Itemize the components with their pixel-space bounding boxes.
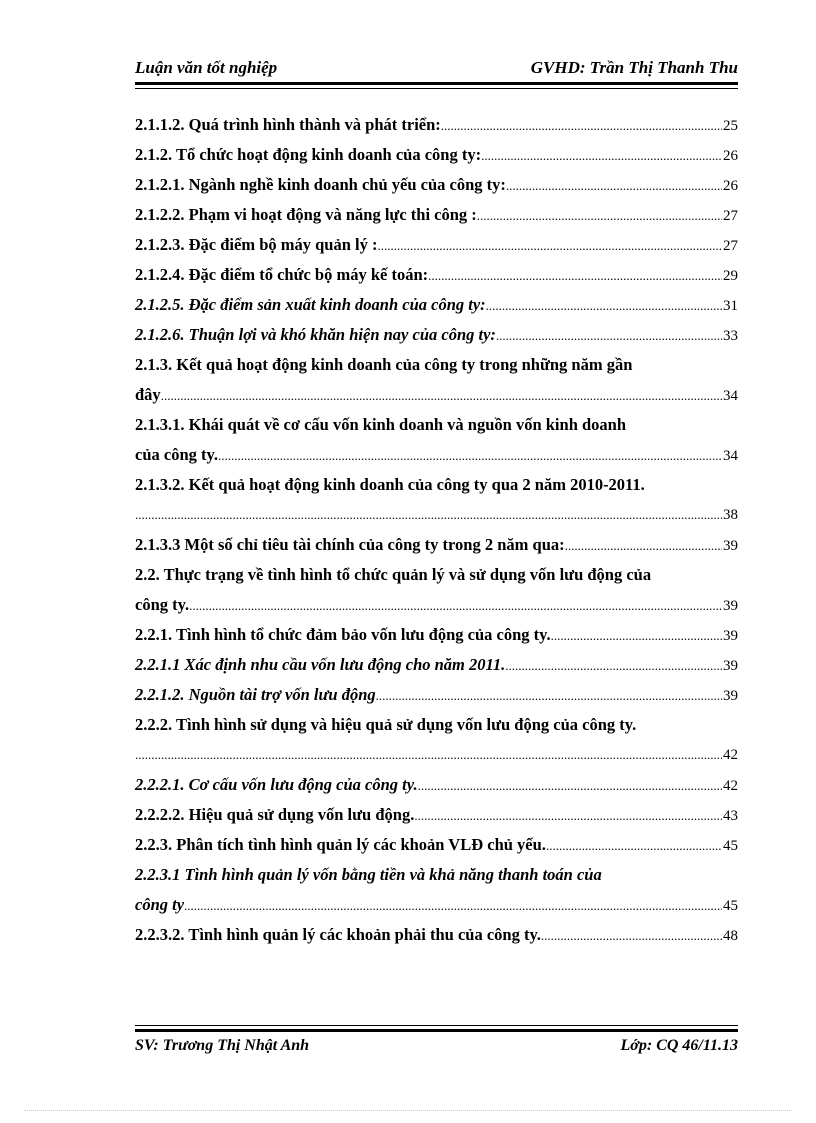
toc-entry[interactable]: 2.2.2.2. Hiệu quả sử dụng vốn lưu động. ..... 43 (135, 800, 738, 830)
header-title: Luận văn tốt nghiệp (135, 58, 278, 77)
toc-entry-line2[interactable]: đây ..... 34 (135, 380, 738, 410)
toc-entry[interactable]: 2.2.2.1. Cơ cấu vốn lưu động của công ty. ..... 42 (135, 770, 738, 800)
footer-class: Lớp: CQ 46/11.13 (620, 1037, 738, 1054)
toc-entry[interactable]: 2.1.2.5. Đặc điểm sản xuất kinh doanh của công ty: ..... 31 (135, 290, 738, 320)
toc-entry-line2[interactable]: ..... 38 (135, 500, 738, 530)
page-header (135, 58, 738, 80)
toc-entry-line1[interactable]: 2.2. Thực trạng về tình hình tổ chức quản lý và sử dụng vốn lưu động của (135, 565, 652, 584)
header-rule-thin (135, 88, 738, 89)
toc-entry-line1[interactable]: 2.1.3.2. Kết quả hoạt động kinh doanh của công ty qua 2 năm 2010-2011. (135, 475, 645, 494)
toc-entry-line2[interactable]: công ty ..... 45 (135, 890, 738, 920)
toc-entry[interactable]: 2.2.1.2. Nguồn tài trợ vốn lưu động ..... 39 (135, 680, 738, 710)
footer-rule-thick (135, 1029, 738, 1032)
footer-rule-thin (135, 1025, 738, 1026)
toc-entry-line1[interactable]: 2.2.3.1 Tình hình quản lý vốn bằng tiền và khả năng thanh toán của (135, 865, 602, 884)
toc-entry-line1[interactable]: 2.1.3.1. Khái quát về cơ cấu vốn kinh doanh và nguồn vốn kinh doanh (135, 415, 627, 434)
header-rule-thick (135, 82, 738, 85)
footer-student: SV: Trương Thị Nhật Anh (135, 1037, 310, 1054)
header-supervisor: GVHD: Trần Thị Thanh Thu (530, 58, 738, 77)
toc-entry-line1[interactable]: 2.1.3. Kết quả hoạt động kinh doanh của công ty trong những năm gần (135, 355, 633, 374)
toc-entry[interactable]: 2.1.2. Tổ chức hoạt động kinh doanh của công ty: ..... 26 (135, 140, 738, 170)
toc-entry-line2[interactable]: công ty. ..... 39 (135, 590, 738, 620)
table-of-contents (135, 110, 738, 950)
toc-entry[interactable]: 2.2.1. Tình hình tổ chức đảm bảo vốn lưu động của công ty. ..... 39 (135, 620, 738, 650)
toc-entry[interactable]: 2.1.3.3 Một số chỉ tiêu tài chính của công ty trong 2 năm qua: ..... 39 (135, 530, 738, 560)
toc-entry[interactable]: 2.2.1.1 Xác định nhu cầu vốn lưu động cho năm 2011. ..... 39 (135, 650, 738, 680)
toc-entry[interactable]: 2.2.3.2. Tình hình quản lý các khoản phải thu của công ty. ..... 48 (135, 920, 738, 950)
toc-entry[interactable]: 2.1.2.2. Phạm vi hoạt động và năng lực thi công : ..... 27 (135, 200, 738, 230)
page-break-divider (24, 1110, 792, 1111)
toc-entry[interactable]: 2.1.2.6. Thuận lợi và khó khăn hiện nay của công ty: ..... 33 (135, 320, 738, 350)
toc-entry[interactable]: 2.1.2.1. Ngành nghề kinh doanh chủ yếu của công ty: ..... 26 (135, 170, 738, 200)
toc-entry-line2[interactable]: ..... 42 (135, 740, 738, 770)
toc-entry-line2[interactable]: của công ty. ..... 34 (135, 440, 738, 470)
toc-entry[interactable]: 2.1.1.2. Quá trình hình thành và phát triển: ..... 25 (135, 110, 738, 140)
toc-entry-line1[interactable]: 2.2.2. Tình hình sử dụng và hiệu quả sử dụng vốn lưu động của công ty. (135, 715, 637, 734)
page-footer (135, 1037, 738, 1059)
toc-entry[interactable]: 2.1.2.3. Đặc điểm bộ máy quản lý : ..... 27 (135, 230, 738, 260)
toc-entry[interactable]: 2.1.2.4. Đặc điểm tổ chức bộ máy kế toán: ..... 29 (135, 260, 738, 290)
toc-entry[interactable]: 2.2.3. Phân tích tình hình quản lý các khoản VLĐ chủ yếu. ..... 45 (135, 830, 738, 860)
